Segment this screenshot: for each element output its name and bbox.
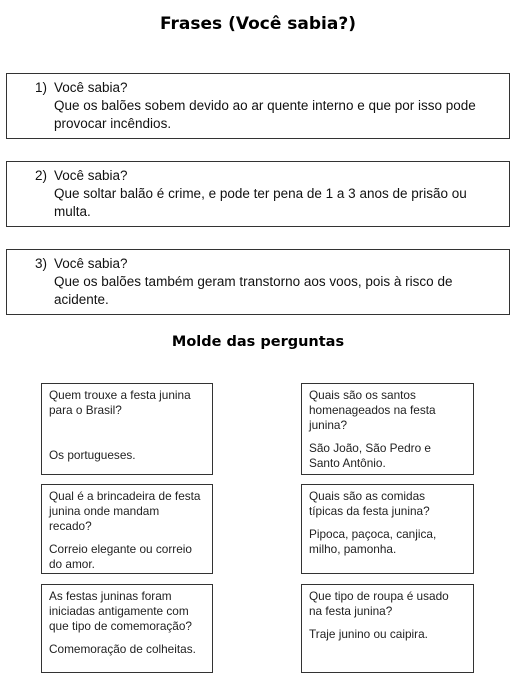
fact-box-2 [6, 161, 510, 227]
fact-text: Que os balões também geram transtorno aos voos, pois à risco de acidente. [54, 274, 453, 307]
section-title: Molde das perguntas [171, 334, 345, 350]
card-answer: Os portugueses. [49, 448, 136, 462]
card-answer: Pipoca, paçoca, canjica, milho, pamonha. [309, 527, 437, 556]
question-card-2 [301, 383, 474, 475]
fact-number: 2) [35, 168, 48, 183]
card-answer: Correio elegante ou correio do amor. [49, 542, 192, 571]
question-card-3 [41, 484, 213, 574]
fact-heading: Você sabia? [54, 256, 128, 271]
card-question: Quais são as comidas típicas da festa junina? [309, 489, 430, 518]
question-card-6 [301, 584, 474, 673]
card-question: As festas juninas foram iniciadas antigamente com que tipo de comemoração? [49, 589, 192, 633]
card-question: Quais são os santos homenageados na festa junina? [309, 388, 436, 432]
fact-number: 3) [35, 256, 48, 271]
card-answer: Comemoração de colheitas. [49, 642, 196, 656]
card-answer: Traje junino ou caipira. [309, 627, 428, 641]
fact-number: 1) [35, 80, 48, 95]
page-title: Frases (Você sabia?) [160, 14, 356, 34]
fact-box-3 [6, 249, 510, 315]
question-card-5 [41, 584, 213, 673]
card-question: Qual é a brincadeira de festa junina onde mandam recado? [49, 489, 201, 533]
fact-text: Que soltar balão é crime, e pode ter pena de 1 a 3 anos de prisão ou multa. [54, 186, 467, 219]
card-question: Que tipo de roupa é usado na festa junina? [309, 589, 449, 618]
fact-heading: Você sabia? [54, 168, 128, 183]
fact-box-1 [6, 73, 510, 139]
card-question: Quem trouxe a festa junina para o Brasil? [49, 388, 191, 417]
card-answer: São João, São Pedro e Santo Antônio. [309, 441, 431, 470]
question-card-1 [41, 383, 213, 475]
fact-heading: Você sabia? [54, 80, 128, 95]
fact-text: Que os balões sobem devido ao ar quente interno e que por isso pode provocar incêndios. [54, 98, 476, 131]
question-card-4 [301, 484, 474, 574]
